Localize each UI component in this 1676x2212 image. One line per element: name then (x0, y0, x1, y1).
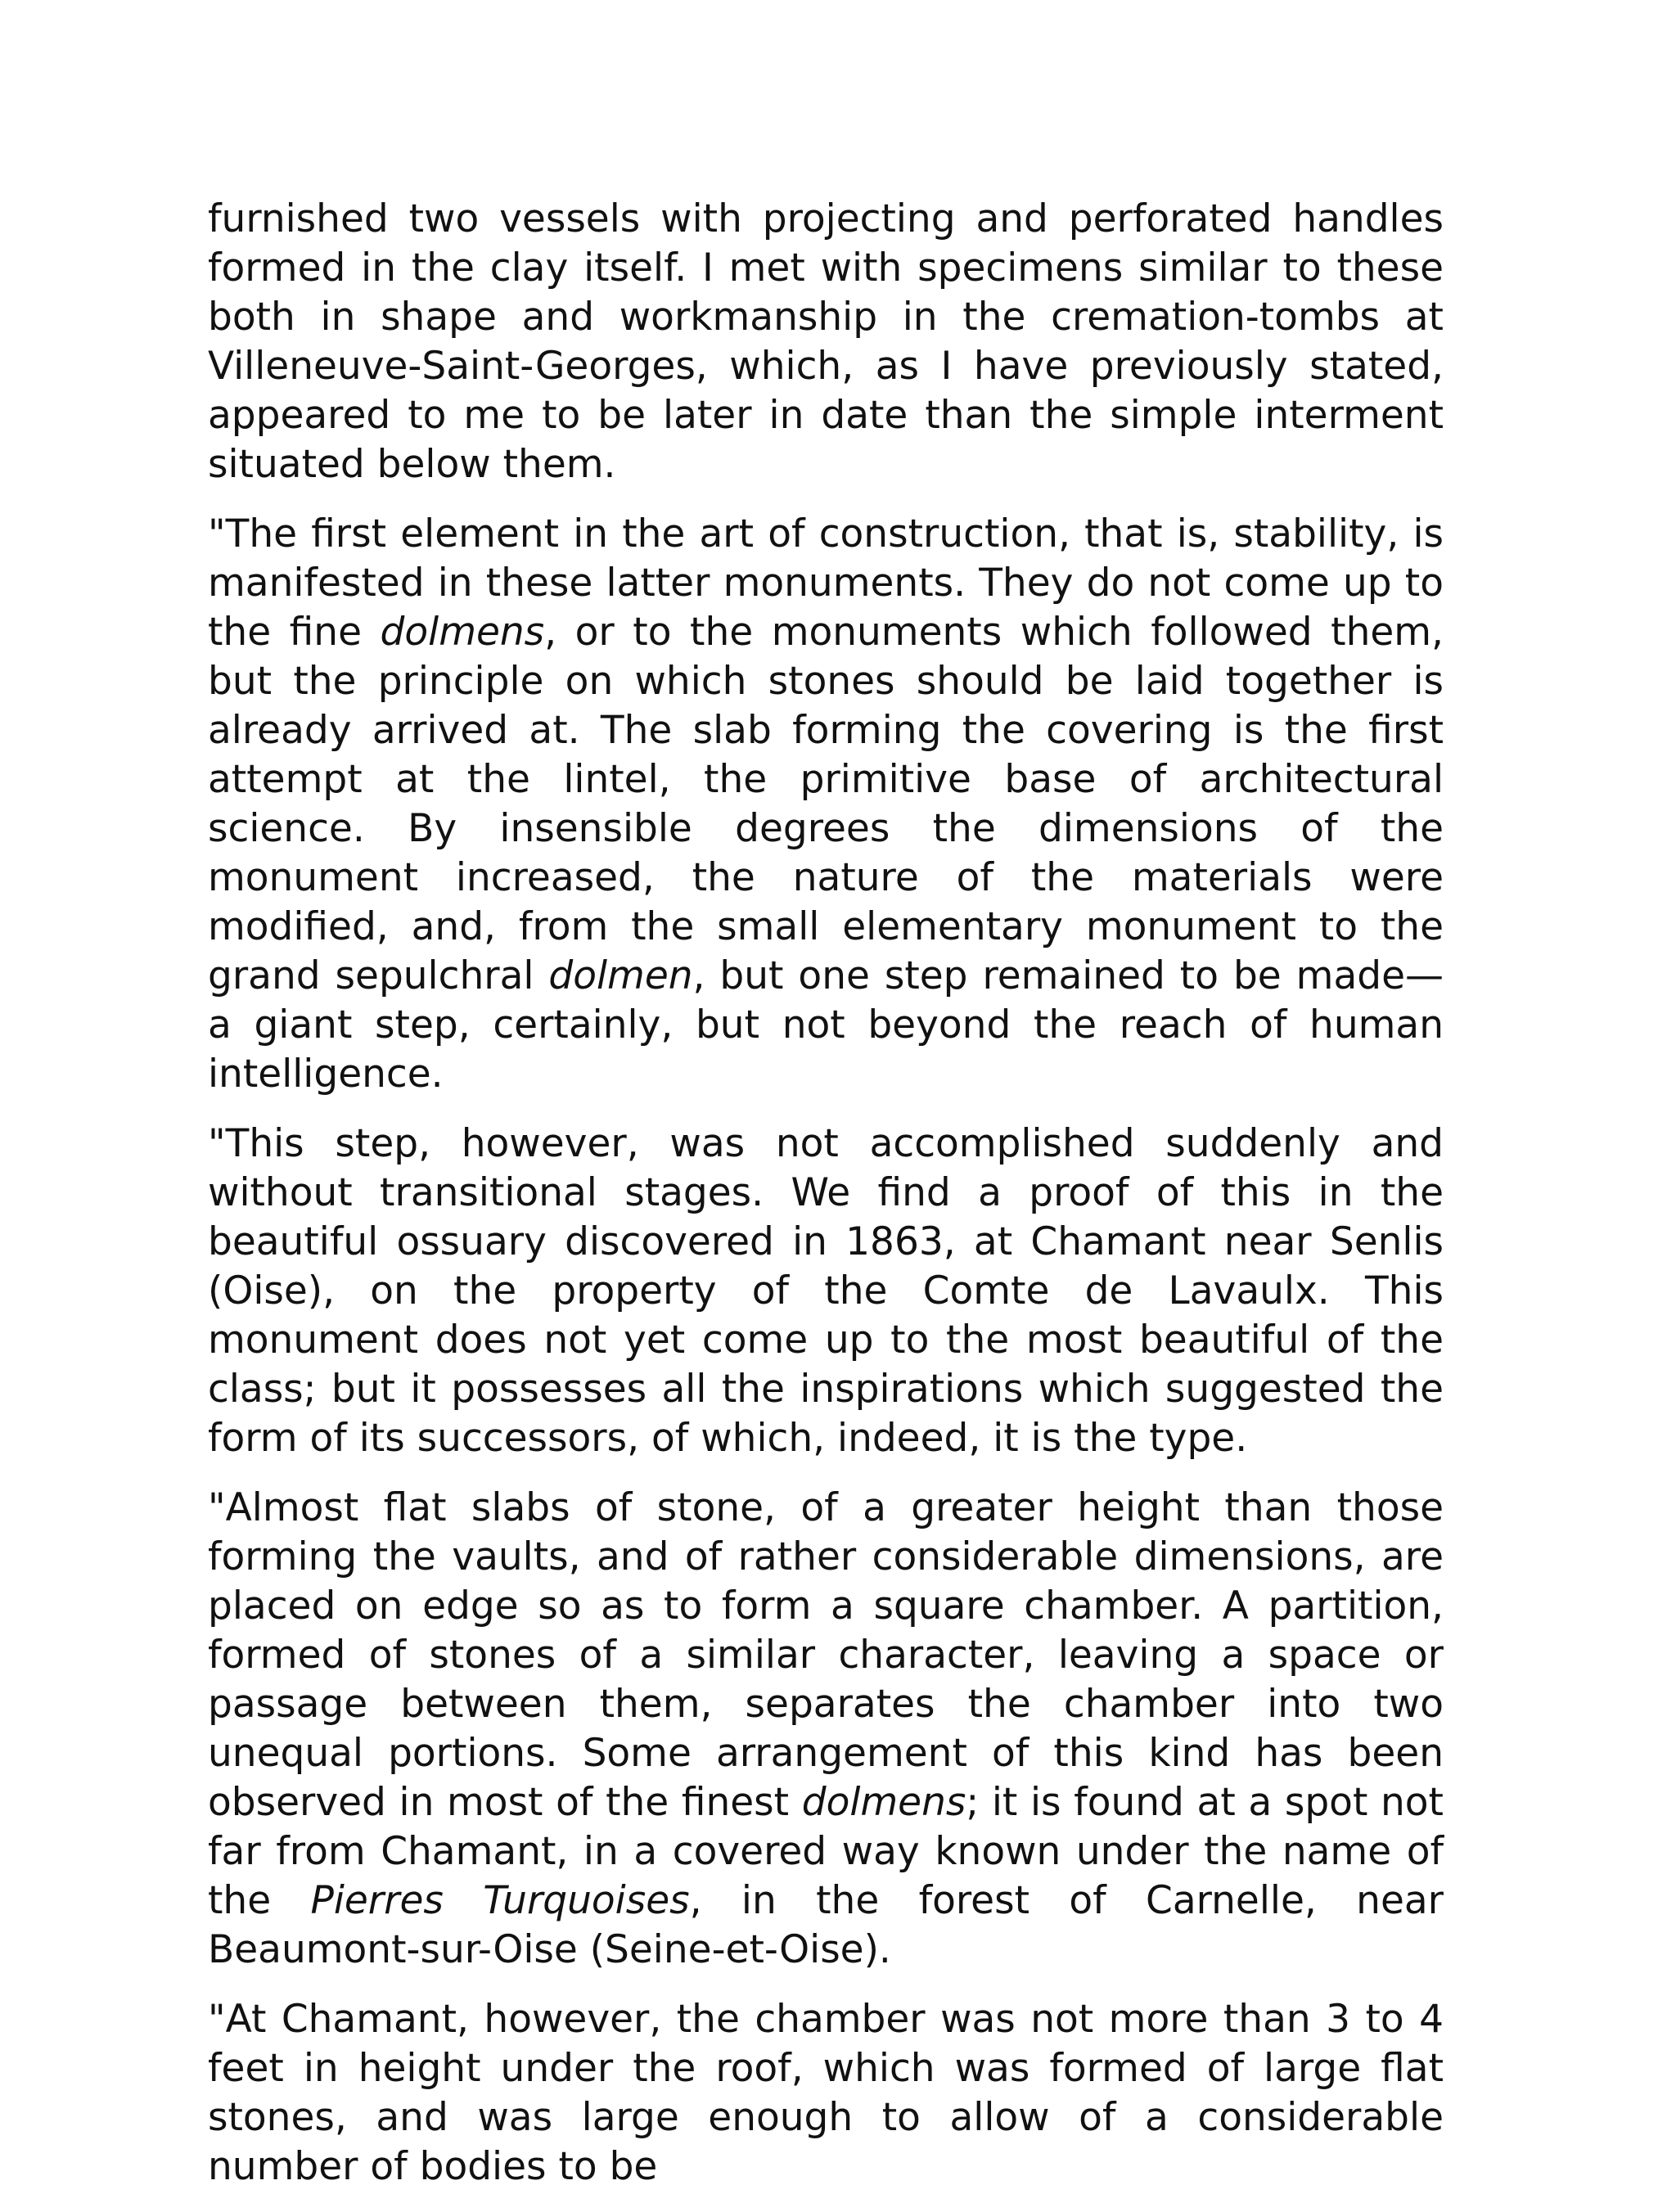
paragraph-text: , but one step remained to be made—a giant step, certainly, but not beyond the reach of human intelligence. (208, 953, 1444, 1097)
paragraph-5 (208, 1995, 1444, 2192)
paragraph-text: "This step, however, was not accomplished suddenly and without transitional stages. We find a proof of this in the beautiful ossuary discovered in 1863, at Chamant near Senlis (Oise), on the property of the Comte de Lavaulx. This monument does not yet come up to the most beautiful of the class; but it possesses all the inspirations which suggested the form of its successors, of which, indeed, it is the type. (208, 1121, 1444, 1461)
paragraph-4 (208, 1484, 1444, 1975)
paragraph-text: , in the forest of Carnelle, near Beaumont-sur-Oise (Seine-et-Oise). (208, 1878, 1444, 1972)
italic-term: Pierres Turquoises (310, 1878, 690, 1923)
paragraph-1 (208, 195, 1444, 489)
paragraph-text: "The first element in the art of construction, that is, stability, is manifested in these latter monuments. They do not come up to the fine (208, 511, 1444, 655)
paragraph-text: "At Chamant, however, the chamber was not more than 3 to 4 feet in height under the roof, which was formed of large flat stones, and was large enough to allow of a considerable number of bodies to be (208, 1997, 1444, 2189)
paragraph-3 (208, 1120, 1444, 1463)
paragraph-text: , or to the monuments which followed them, but the principle on which stones should be laid together is already arrived at. The slab forming the covering is the first attempt at the lintel, the primitive base of architectural science. By insensible degrees the dimensions of the monument increased, the nature of the materials were modified, and, from the small elementary monument to the grand sepulchral (208, 610, 1444, 998)
page-body (208, 195, 1444, 2212)
italic-term: dolmens (801, 1780, 966, 1825)
italic-term: dolmens (380, 610, 545, 655)
paragraph-text: "Almost flat slabs of stone, of a greater height than those forming the vaults, and of rather considerable dimensions, are placed on edge so as to form a square chamber. A partition, formed of stones of a similar character, leaving a space or passage between them, separates the chamber into two unequal portions. Some arrangement of this kind has been observed in most of the finest (208, 1485, 1444, 1825)
paragraph-2 (208, 510, 1444, 1099)
paragraph-text: furnished two vessels with projecting and perforated handles formed in the clay itself. I met with specimens similar to these both in shape and workmanship in the cremation-tombs at Villeneuve-Saint-Georges, which, as I have previously stated, appeared to me to be later in date than the simple interment situated below them. (208, 196, 1444, 487)
paragraph-text: ; it is found at a spot not far from Chamant, in a covered way known under the name of the (208, 1780, 1444, 1923)
italic-term: dolmen (548, 953, 693, 998)
